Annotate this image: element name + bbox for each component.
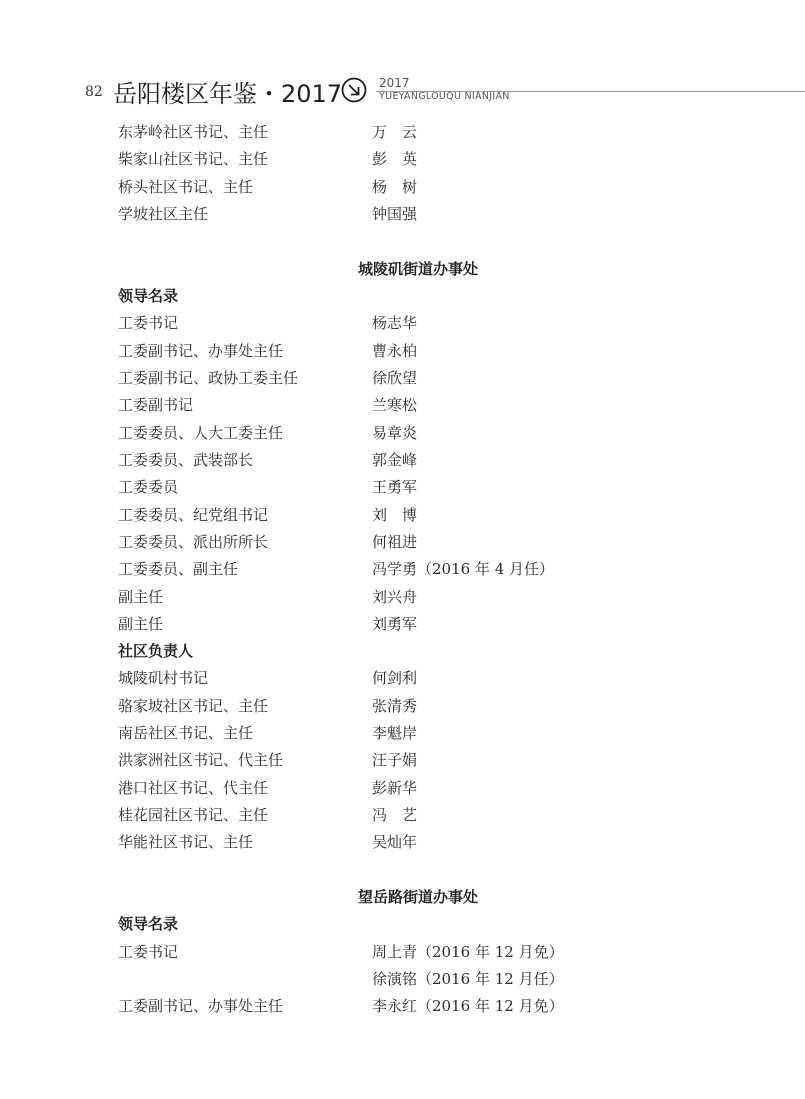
list-item [0, 176, 805, 198]
person-name: 杨志华 [372, 314, 418, 332]
role-label: 洪家洲社区书记、代主任 [118, 751, 284, 769]
list-item [0, 148, 805, 170]
role-label: 华能社区书记、主任 [118, 833, 254, 851]
person-name: 郭金峰 [372, 451, 418, 469]
person-name: 刘兴舟 [372, 588, 418, 606]
list-item [0, 695, 805, 717]
header-year: 2017 [379, 76, 410, 90]
section-title: 望岳路街道办事处 [357, 888, 478, 906]
person-name: 冯学勇（2016 年 4 月任） [372, 560, 555, 578]
role-label: 工委委员、派出所所长 [118, 533, 269, 551]
list-item [0, 613, 805, 635]
list-item [0, 777, 805, 799]
person-name: 杨 树 [372, 178, 418, 196]
role-label: 工委委员、人大工委主任 [118, 424, 284, 442]
list-item [0, 394, 805, 416]
person-name: 周上青（2016 年 12 月免） [372, 943, 564, 961]
person-name: 吴灿年 [372, 833, 418, 851]
person-name: 李魁岸 [372, 724, 418, 742]
list-item [0, 476, 805, 498]
list-item [0, 340, 805, 362]
section-title: 城陵矶街道办事处 [357, 260, 478, 278]
list-item [0, 586, 805, 608]
person-name: 李永红（2016 年 12 月免） [372, 997, 564, 1015]
person-name: 曹永柏 [372, 342, 418, 360]
role-label: 南岳社区书记、主任 [118, 724, 254, 742]
list-item [0, 941, 805, 963]
role-label: 学坡社区主任 [118, 205, 209, 223]
list-item [0, 449, 805, 471]
person-name: 何祖进 [372, 533, 418, 551]
list-item [0, 722, 805, 744]
person-name: 刘勇军 [372, 615, 418, 633]
list-item [0, 203, 805, 225]
role-label: 副主任 [118, 615, 164, 633]
arrow-circle-icon [341, 77, 367, 103]
role-label: 工委副书记、办事处主任 [118, 997, 284, 1015]
list-item [0, 831, 805, 853]
subsection-heading: 领导名录 [118, 287, 179, 305]
list-item [0, 968, 805, 990]
role-label: 工委委员、武装部长 [118, 451, 254, 469]
page-header [0, 0, 805, 110]
role-label: 工委委员 [118, 478, 179, 496]
list-item [0, 667, 805, 689]
subsection-heading: 社区负责人 [118, 642, 194, 660]
person-name: 兰寒松 [372, 396, 418, 414]
role-label: 桂花园社区书记、主任 [118, 806, 269, 824]
header-pinyin: YUEYANGLOUQU NIANJIAN [379, 91, 510, 102]
list-item [0, 995, 805, 1017]
role-label: 工委副书记 [118, 396, 194, 414]
list-item [0, 531, 805, 553]
person-name: 易章炎 [372, 424, 418, 442]
list-item [0, 422, 805, 444]
role-label: 工委副书记、办事处主任 [118, 342, 284, 360]
subsection-heading: 领导名录 [118, 915, 179, 933]
person-name: 何剑利 [372, 669, 418, 687]
person-name: 万 云 [372, 123, 418, 141]
role-label: 工委副书记、政协工委主任 [118, 369, 299, 387]
list-item [0, 312, 805, 334]
role-label: 工委委员、纪党组书记 [118, 506, 269, 524]
person-name: 冯 艺 [372, 806, 418, 824]
role-label: 桥头社区书记、主任 [118, 178, 254, 196]
role-label: 城陵矶村书记 [118, 669, 209, 687]
person-name: 王勇军 [372, 478, 418, 496]
person-name: 徐欣望 [372, 369, 418, 387]
yearbook-title: 岳阳楼区年鉴・2017 [113, 80, 343, 108]
role-label: 工委书记 [118, 943, 179, 961]
list-item [0, 558, 805, 580]
list-item [0, 504, 805, 526]
role-label: 工委委员、副主任 [118, 560, 239, 578]
person-name: 徐演铭（2016 年 12 月任） [372, 970, 564, 988]
role-label: 工委书记 [118, 314, 179, 332]
role-label: 柴家山社区书记、主任 [118, 150, 269, 168]
list-item [0, 367, 805, 389]
list-item [0, 121, 805, 143]
role-label: 东茅岭社区书记、主任 [118, 123, 269, 141]
person-name: 彭新华 [372, 779, 418, 797]
list-item [0, 749, 805, 771]
list-item [0, 804, 805, 826]
role-label: 港口社区书记、代主任 [118, 779, 269, 797]
page-number: 82 [85, 84, 103, 100]
person-name: 刘 博 [372, 506, 418, 524]
person-name: 张清秀 [372, 697, 418, 715]
role-label: 骆家坡社区书记、主任 [118, 697, 269, 715]
person-name: 钟国强 [372, 205, 418, 223]
role-label: 副主任 [118, 588, 164, 606]
person-name: 汪子娟 [372, 751, 418, 769]
person-name: 彭 英 [372, 150, 418, 168]
